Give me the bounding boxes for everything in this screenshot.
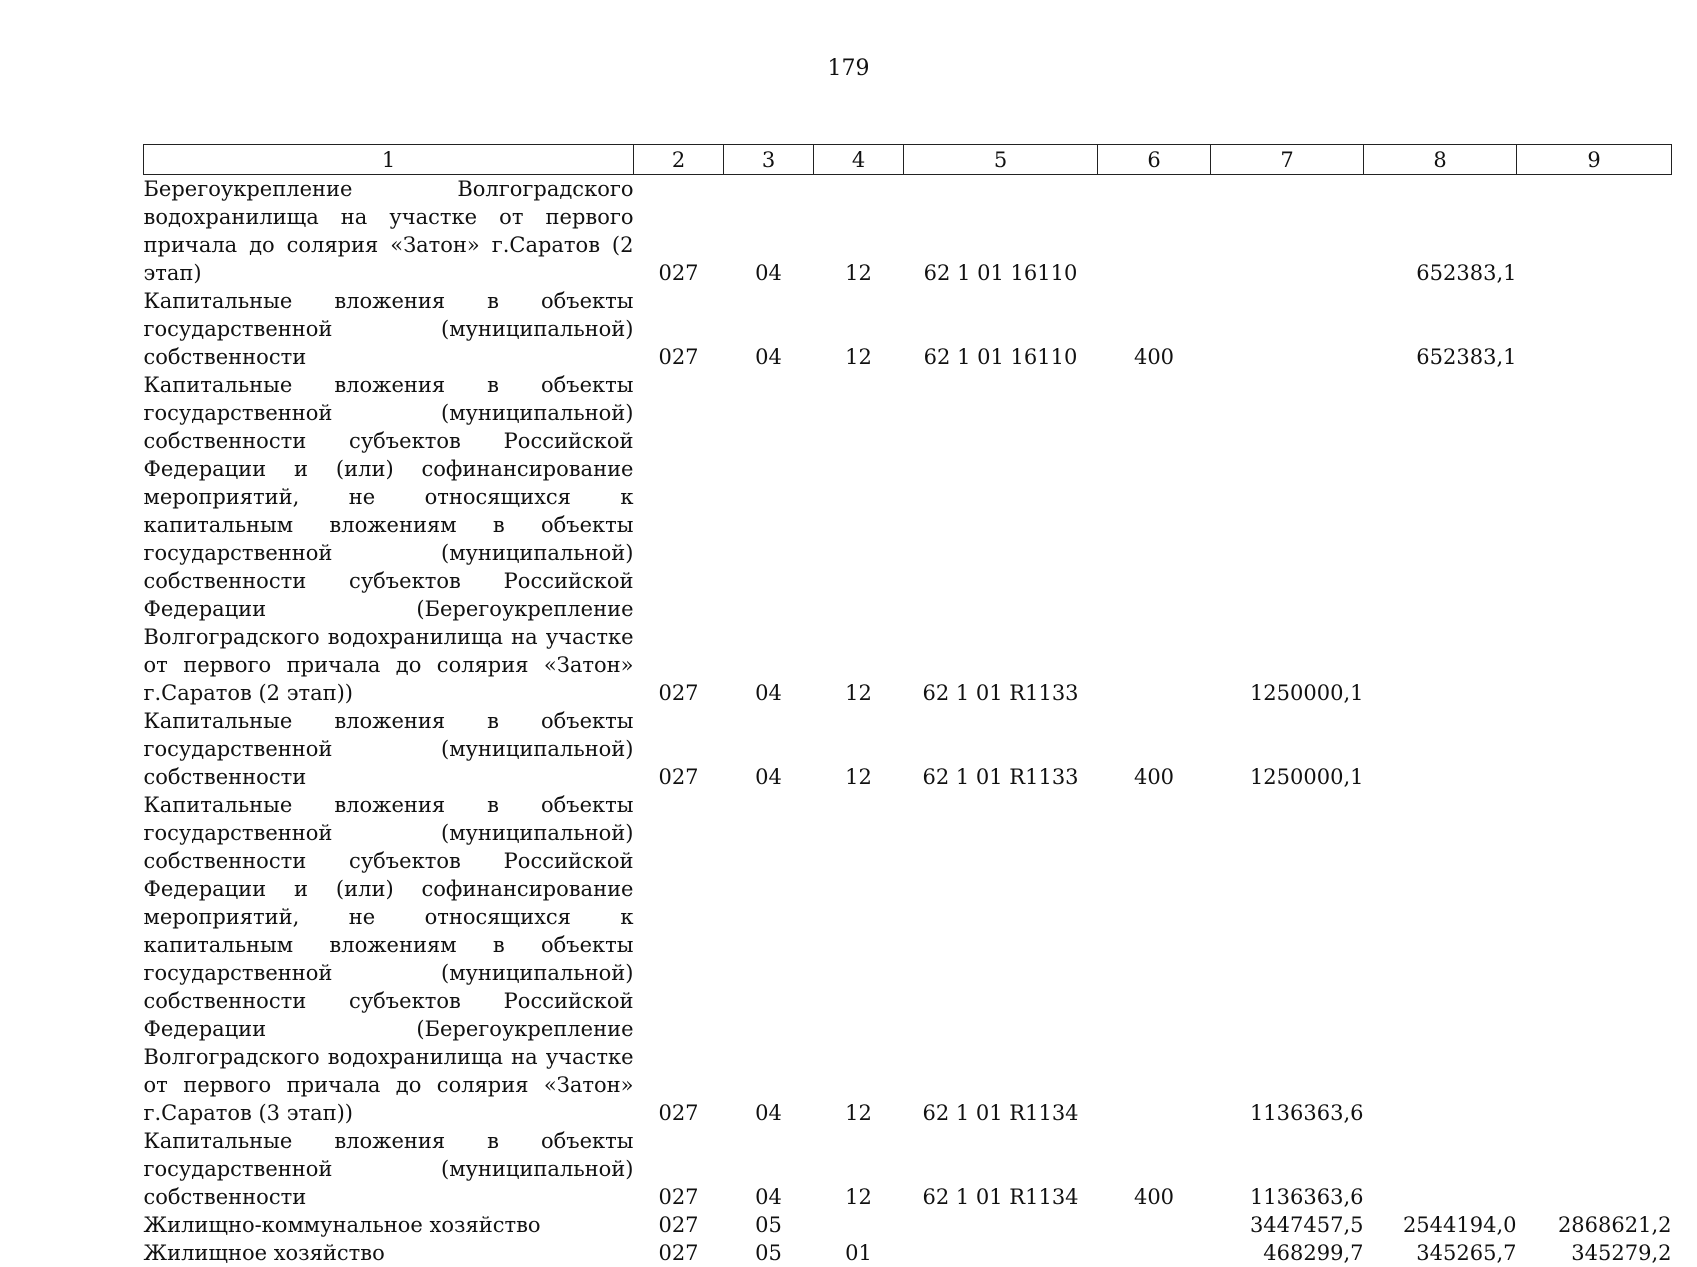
cell-ministry-code: 027 [658,345,699,369]
cell-amount-7 [1211,175,1364,288]
cell-target-article: 62 1 01 R1133 [922,681,1079,705]
table-row [144,707,1672,791]
cell-subsection: 12 [845,261,872,285]
cell-expense-type [1098,791,1211,1127]
cell-target-article [904,1211,1098,1239]
row-name: Берегоукрепление Волгоградского водохранилища на участке от первого причала до солярия «Затон» г.Саратов (2 этап) [143,177,634,285]
row-name: Жилищное хозяйство [143,1241,385,1265]
column-header: 2 [634,145,724,175]
cell-amount-8: 2544194,0 [1402,1213,1517,1237]
cell-amount-7: 1250000,1 [1249,681,1364,705]
cell-expense-type [1098,1239,1211,1267]
cell-amount-9 [1517,1127,1672,1211]
cell-amount-9 [1517,287,1672,371]
cell-amount-9 [1517,371,1672,707]
table-header-row [144,145,1672,175]
cell-amount-9: 2868621,2 [1557,1213,1672,1237]
cell-ministry-code: 027 [658,1185,699,1209]
cell-amount-9 [1517,707,1672,791]
table-row [144,287,1672,371]
cell-amount-8: 652383,1 [1416,261,1517,285]
row-name: Капитальные вложения в объекты государственной (муниципальной) собственности [143,709,634,789]
cell-amount-7: 1136363,6 [1249,1185,1364,1209]
cell-target-article: 62 1 01 R1133 [922,765,1079,789]
column-header: 6 [1098,145,1211,175]
cell-section: 04 [755,1101,782,1125]
row-name: Капитальные вложения в объекты государственной (муниципальной) собственности субъектов Российской Федерации и (или) софинансирование мероприятий, не относящихся к капитальным вложениям в объекты государственной (муниципальной) собственности субъектов Российской Федерации (Берегоукрепление Волгоградского водохранилища на участке от первого причала до солярия «Затон» г.Саратов (2 этап)) [143,373,634,705]
cell-section: 05 [755,1213,782,1237]
cell-amount-7: 1250000,1 [1249,765,1364,789]
cell-subsection [814,1211,904,1239]
table-row [144,1127,1672,1211]
cell-section: 04 [755,1185,782,1209]
cell-amount-8: 652383,1 [1416,345,1517,369]
cell-section: 04 [755,681,782,705]
cell-ministry-code: 027 [658,681,699,705]
cell-ministry-code: 027 [658,1101,699,1125]
cell-section: 05 [755,1241,782,1265]
row-name: Капитальные вложения в объекты государственной (муниципальной) собственности [143,1129,634,1209]
column-header: 8 [1364,145,1517,175]
cell-amount-8 [1364,371,1517,707]
column-header: 4 [814,145,904,175]
cell-amount-7: 1136363,6 [1249,1101,1364,1125]
page-number: 179 [827,56,870,81]
table-row [144,1211,1672,1239]
cell-subsection: 01 [845,1241,872,1265]
cell-subsection: 12 [845,1101,872,1125]
cell-expense-type [1098,371,1211,707]
cell-section: 04 [755,261,782,285]
cell-amount-8 [1364,1127,1517,1211]
table-row [144,791,1672,1127]
column-header: 5 [904,145,1098,175]
cell-target-article: 62 1 01 16110 [923,345,1078,369]
row-name: Жилищно-коммунальное хозяйство [143,1213,541,1237]
cell-section: 04 [755,345,782,369]
table-row [144,371,1672,707]
row-name: Капитальные вложения в объекты государственной (муниципальной) собственности [143,289,634,369]
column-header: 1 [144,145,634,175]
cell-target-article: 62 1 01 16110 [923,261,1078,285]
cell-amount-9 [1517,175,1672,288]
cell-ministry-code: 027 [658,261,699,285]
cell-amount-8: 345265,7 [1416,1241,1517,1265]
cell-target-article: 62 1 01 R1134 [922,1101,1079,1125]
cell-amount-7: 3447457,5 [1249,1213,1364,1237]
cell-expense-type: 400 [1133,345,1175,369]
cell-amount-8 [1364,707,1517,791]
cell-amount-9: 345279,2 [1571,1241,1672,1265]
cell-section: 04 [755,765,782,789]
cell-ministry-code: 027 [658,1241,699,1265]
cell-expense-type [1098,175,1211,288]
cell-subsection: 12 [845,681,872,705]
cell-amount-9 [1517,791,1672,1127]
table-row [144,1239,1672,1267]
column-header: 3 [724,145,814,175]
cell-expense-type: 400 [1133,1185,1175,1209]
cell-ministry-code: 027 [658,1213,699,1237]
column-header: 9 [1517,145,1672,175]
column-header: 7 [1211,145,1364,175]
cell-subsection: 12 [845,345,872,369]
cell-expense-type [1098,1211,1211,1239]
row-name: Капитальные вложения в объекты государственной (муниципальной) собственности субъектов Российской Федерации и (или) софинансирование мероприятий, не относящихся к капитальным вложениям в объекты государственной (муниципальной) собственности субъектов Российской Федерации (Берегоукрепление Волгоградского водохранилища на участке от первого причала до солярия «Затон» г.Саратов (3 этап)) [143,793,634,1125]
cell-target-article [904,1239,1098,1267]
cell-amount-8 [1364,791,1517,1127]
cell-subsection: 12 [845,765,872,789]
cell-amount-7: 468299,7 [1263,1241,1364,1265]
budget-table [143,144,1672,1267]
cell-target-article: 62 1 01 R1134 [922,1185,1079,1209]
cell-subsection: 12 [845,1185,872,1209]
table-row [144,175,1672,288]
cell-ministry-code: 027 [658,765,699,789]
cell-expense-type: 400 [1133,765,1175,789]
cell-amount-7 [1211,287,1364,371]
